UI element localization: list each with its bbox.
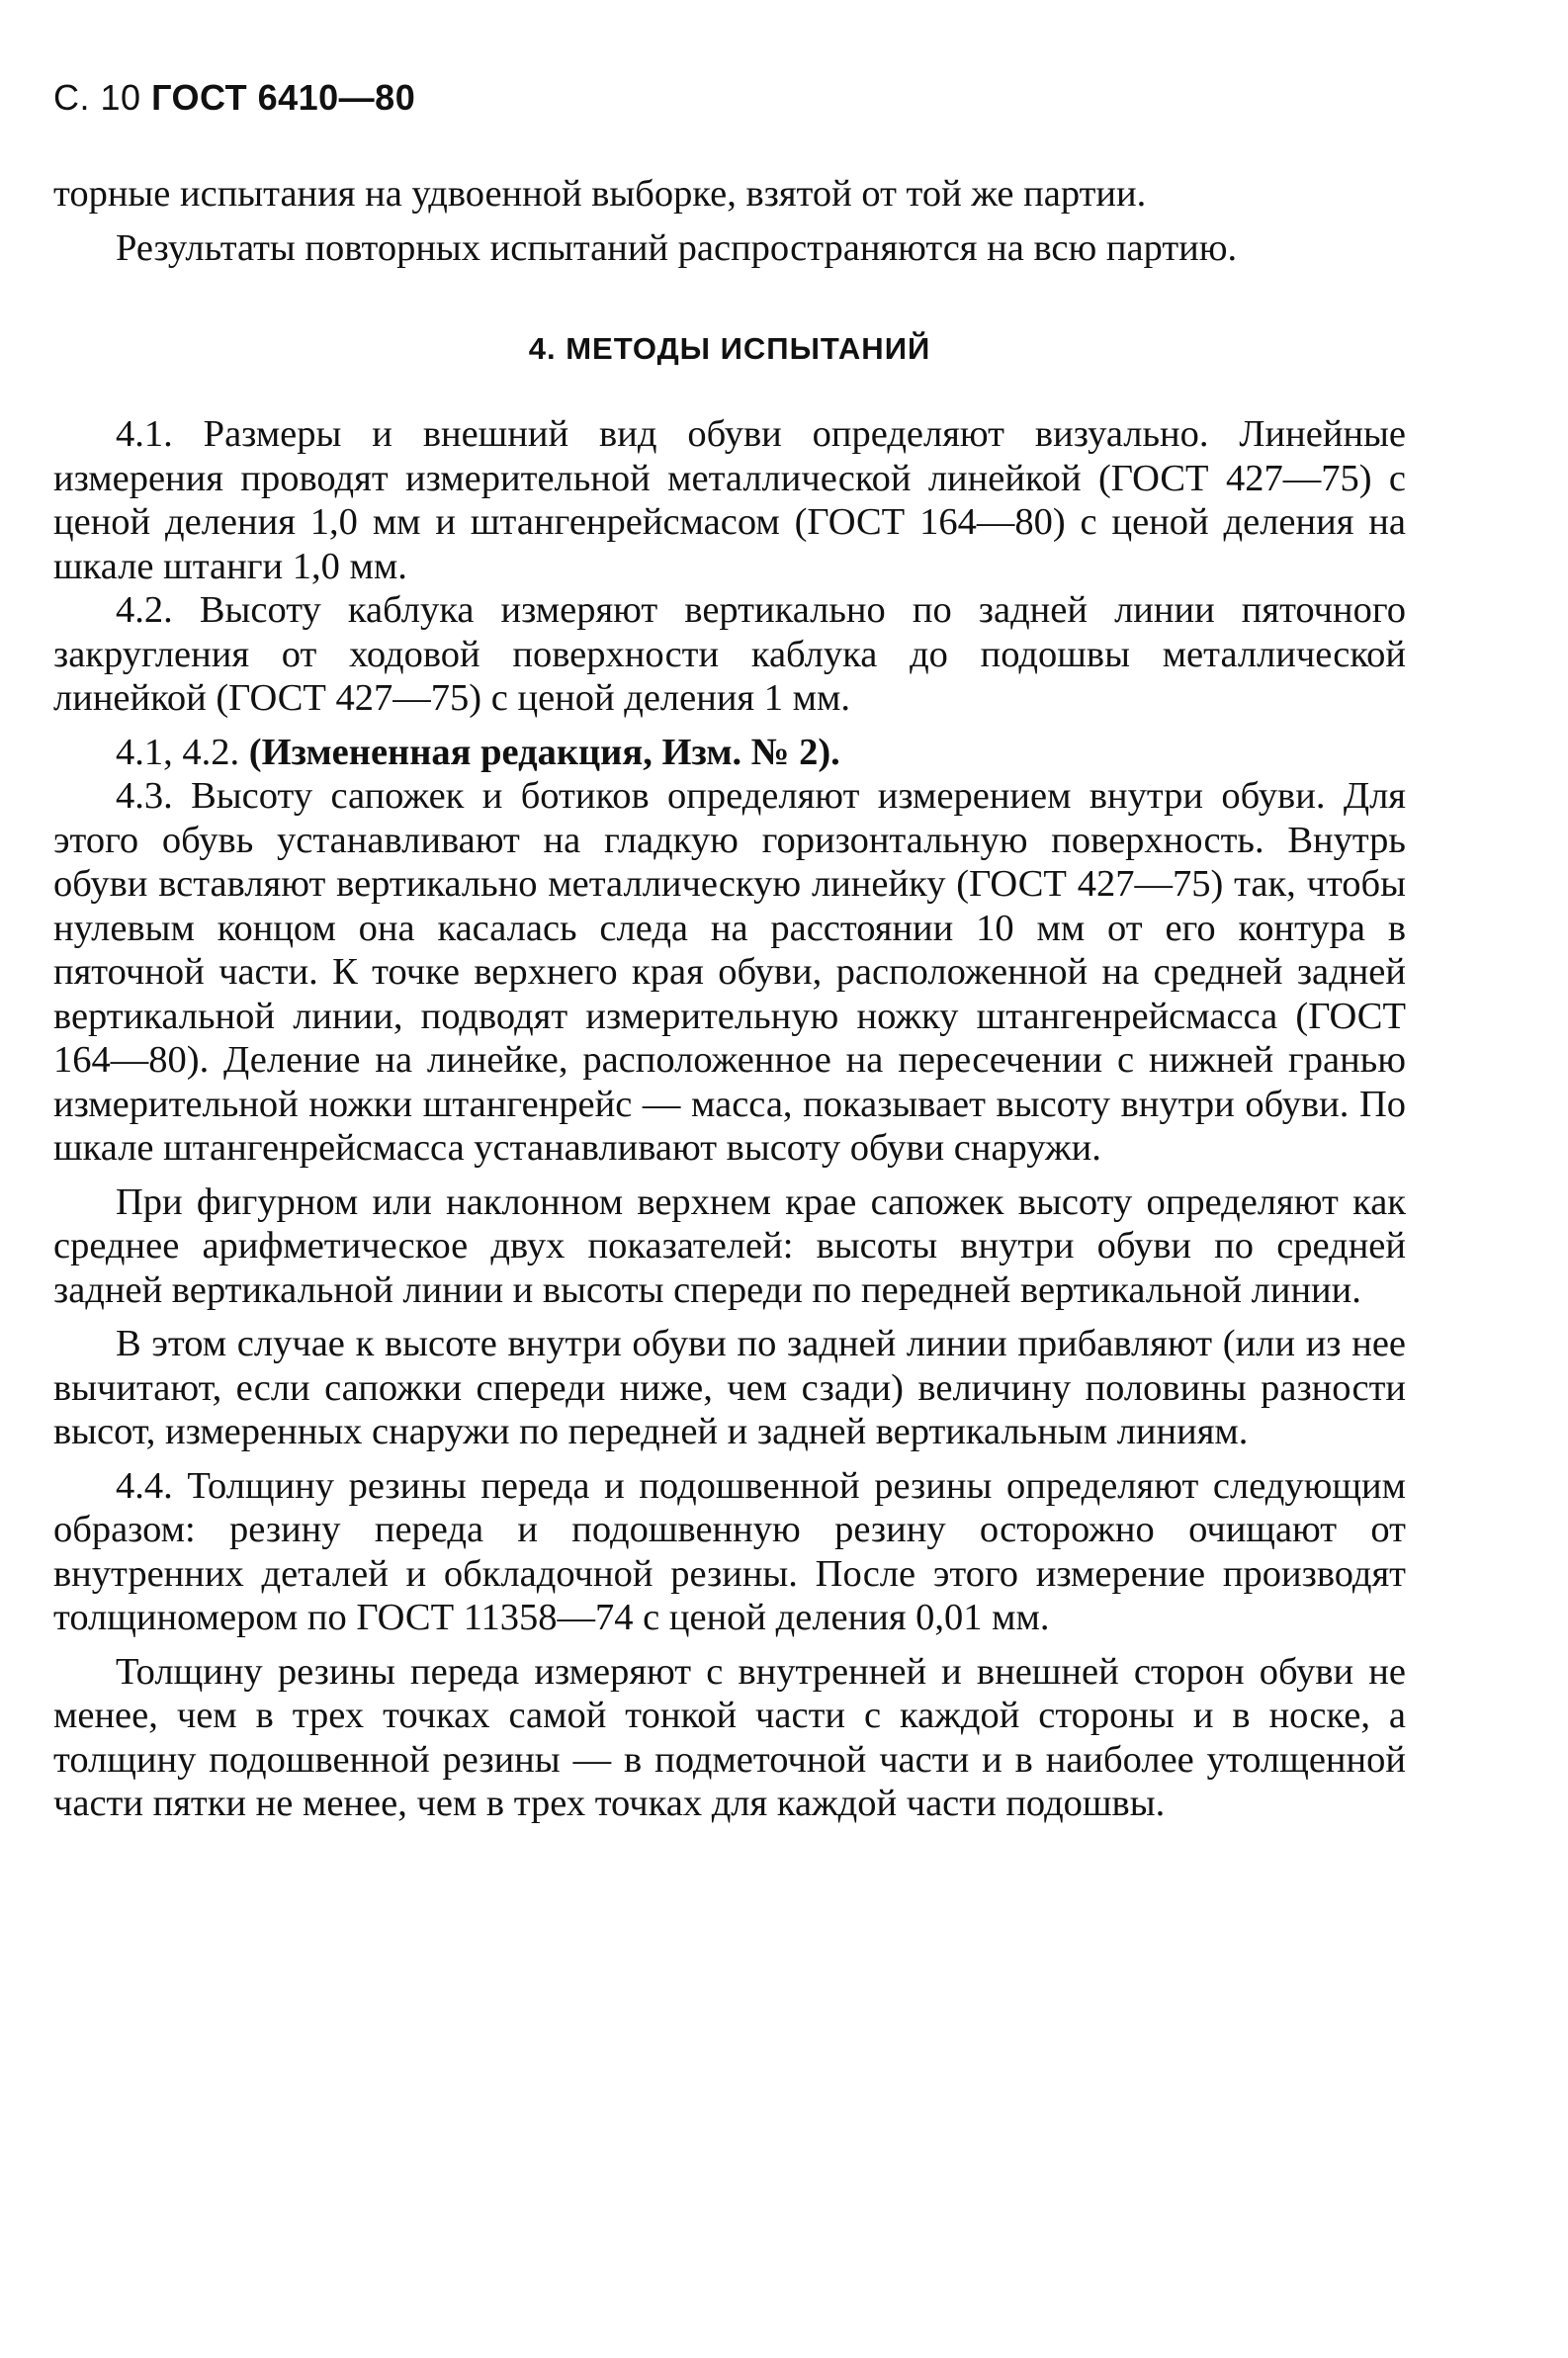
paragraph-4-4-measurement: Толщину резины переда измеряют с внутренней и внешней сторон обуви не менее, чем в трех точках самой тонкой части с каждой стороны и в носке, а толщину подошвенной резины — в подметочной части и в наиболее утолщенной части пятки не менее, чем в трех точках для каждой части подошвы. — [53, 1650, 1406, 1824]
standard-code: ГОСТ 6410—80 — [151, 77, 416, 118]
paragraph-4-3-correction: В этом случае к высоте внутри обуви по задней линии прибавляют (или из нее вычитают, если сапожки спереди ниже, чем сзади) величину половины разности высот, измеренных снаружи по передней и задней вертикальным линиям. — [53, 1323, 1406, 1452]
paragraph-4-1: 4.1. Размеры и внешний вид обуви определяют визуально. Линейные измерения проводят измерительной металлической линейкой (ГОСТ 427—75) с ценой деления 1,0 мм и штангенрейсмасом (ГОСТ 164—80) с ценой деления на шкале штанги 1,0 мм. — [53, 413, 1406, 587]
page-header — [53, 77, 1406, 119]
section-title: 4. МЕТОДЫ ИСПЫТАНИЙ — [528, 331, 931, 366]
document-page — [53, 77, 1406, 1826]
intro-paragraph-results: Результаты повторных испытаний распространяются на всю партию. — [116, 226, 1238, 269]
intro-paragraph-continued: торные испытания на удвоенной выборке, взятой от той же партии. — [53, 173, 1147, 215]
page-number: С. 10 — [53, 77, 141, 118]
paragraph-4-3: 4.3. Высоту сапожек и ботиков определяют измерением внутри обуви. Для этого обувь устанавливают на гладкую горизонтальную поверхность. Внутрь обуви вставляют вертикально металлическую линейку (ГОСТ 427—75) так, чтобы нулевым концом она касалась следа на расстоянии 10 мм от его контура в пяточной части. К точке верхнего края обуви, расположенной на средней задней вертикальной линии, подводят измерительную ножку штангенрейсмасса (ГОСТ 164—80). Деление на линейке, расположенное на пересечении с нижней гранью измерительной ножки штангенрейс — масса, показывает высоту внутри обуви. По шкале штангенрейсмасса устанавливают высоту обуви снаружи. — [53, 775, 1406, 1169]
paragraph-4-4: 4.4. Толщину резины переда и подошвенной резины определяют следующим образом: резину переда и подошвенную резину осторожно очищают от внутренних деталей и обкладочной резины. После этого измерение производят толщиномером по ГОСТ 11358—74 с ценой деления 0,01 мм. — [53, 1464, 1406, 1638]
paragraph-4-3-figured-edge: При фигурном или наклонном верхнем крае сапожек высоту определяют как среднее арифметическое двух показателей: высоты внутри обуви по средней задней вертикальной линии и высоты спереди по передней вертикальной линии. — [53, 1180, 1406, 1311]
amendment-text: (Измененная редакция, Изм. № 2). — [248, 731, 840, 773]
amendment-prefix: 4.1, 4.2. — [116, 731, 240, 773]
amendment-note — [53, 731, 1406, 775]
paragraph-4-2: 4.2. Высоту каблука измеряют вертикально по задней линии пяточного закругления от ходовой поверхности каблука до подошвы металлической линейкой (ГОСТ 427—75) с ценой деления 1 мм. — [53, 589, 1406, 719]
